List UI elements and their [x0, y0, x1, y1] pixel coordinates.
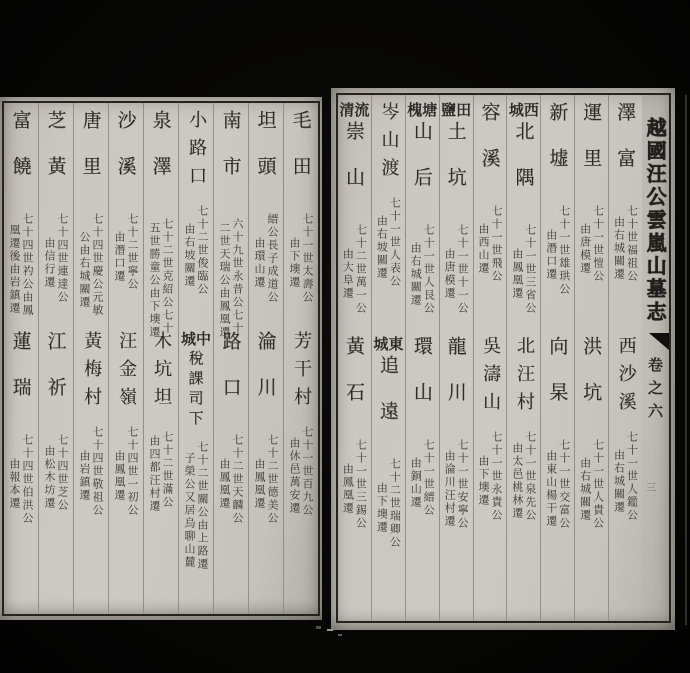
place-entry [74, 331, 108, 517]
text-column [108, 103, 143, 614]
place-entry [39, 331, 73, 512]
generation-ancestor-note: 七十四世芝公 [56, 434, 69, 512]
entry-annotation [406, 224, 439, 315]
origin-note: 由鳳凰遷 [253, 458, 266, 510]
place-entry [144, 110, 178, 339]
origin-note: 由大阜遷 [341, 248, 355, 300]
origin-note: 由唐模遷 [578, 222, 592, 275]
entry-annotation [109, 426, 143, 517]
entry-annotation [372, 458, 405, 549]
origin-note: 凰遷後由岩鎮遷 [8, 224, 21, 315]
entry-annotation [214, 213, 248, 339]
origin-note: 由報本遷 [8, 458, 21, 510]
place-entry [338, 336, 371, 530]
place-entry [109, 331, 143, 517]
generation-ancestor-note: 七十四世慶公元敏 [91, 213, 104, 317]
place-name: 北隅 [512, 121, 535, 213]
entry-annotation [4, 434, 38, 525]
place-entry [507, 102, 540, 315]
generation-ancestor-note: 七十四世伯洪公 [21, 434, 34, 525]
entry-annotation [39, 434, 73, 512]
place-name: 崇山 [342, 121, 365, 213]
generation-ancestor-note: 七十四世連達公 [56, 213, 69, 304]
entry-annotation [39, 213, 73, 304]
place-entry [338, 102, 371, 315]
generation-ancestor-note: 七十二世德美公 [266, 434, 279, 525]
entry-annotation [609, 431, 642, 522]
place-entry [109, 110, 143, 291]
place-name: 運里 [580, 102, 603, 194]
origin-note: 由右城關遷 [612, 216, 626, 281]
generation-ancestor-note: 七十二世克紹公七十 [161, 217, 174, 335]
generation-ancestor-note: 七十二世寧公 [126, 213, 139, 291]
place-name: 路口 [219, 331, 242, 423]
origin-note: 由潛口遷 [544, 229, 558, 281]
place-name: 山后 [410, 121, 433, 213]
text-column [4, 103, 38, 614]
place-name-pair: 城西 [508, 101, 539, 119]
entry-annotation [144, 213, 178, 339]
text-column [178, 103, 213, 614]
place-entry [406, 102, 439, 315]
place-entry [179, 331, 213, 571]
generation-ancestor-note: 七十一世愷公 [591, 205, 605, 283]
left-page-frame [2, 101, 320, 616]
place-name: 泉澤 [149, 110, 172, 202]
place-entry [440, 336, 473, 530]
generation-ancestor-note: 六十九世永昔公七十 [231, 217, 244, 335]
text-column [608, 95, 642, 621]
origin-note: 由休邑萬安遷 [288, 437, 301, 515]
place-entry [284, 110, 318, 304]
origin-note: 由鳳凰遷 [510, 248, 524, 300]
entry-annotation [575, 205, 608, 283]
origin-note: 由唐模遷 [443, 248, 457, 300]
right-page-frame [336, 93, 671, 623]
generation-ancestor-note: 七十二世天麟公 [231, 434, 244, 525]
generation-ancestor-note: 七十一世太壽公 [301, 213, 314, 304]
entry-annotation [507, 431, 540, 522]
text-column [540, 95, 574, 621]
place-name: 土坑 [444, 121, 467, 213]
generation-ancestor-note: 縉公長子成道公 [266, 213, 279, 304]
generation-ancestor-note: 七十四世一初公 [126, 426, 139, 517]
place-entry [609, 336, 642, 522]
place-entry [474, 102, 507, 283]
origin-note: 由東山楊干遷 [544, 450, 558, 528]
entry-annotation [144, 426, 178, 513]
text-column [143, 103, 178, 614]
text-column [473, 95, 507, 621]
origin-note: 由銅山遷 [409, 456, 423, 509]
origin-note: 由下墺遷 [288, 237, 301, 289]
generation-ancestor-note: 七十一世人艮公 [422, 224, 436, 315]
entry-annotation [179, 441, 213, 571]
place-name: 新墟 [546, 102, 569, 194]
place-name: 黃梅村 [81, 331, 102, 415]
entry-annotation [575, 439, 608, 530]
generation-ancestor-note: 七十一世人貴公 [591, 439, 605, 530]
origin-note: 公由右城關遷 [78, 230, 91, 309]
text-column [283, 103, 318, 614]
entry-annotation [74, 426, 108, 517]
origin-note: 由太邑桃林遷 [510, 442, 524, 520]
entry-annotation [179, 205, 213, 296]
generation-ancestor-note: 七十一世三錫公 [354, 439, 368, 530]
generation-ancestor-note: 七十二世關公由上路遷 [196, 441, 209, 571]
place-name: 澤富 [614, 102, 637, 194]
origin-note: 由環山遷 [253, 237, 266, 289]
text-column [338, 95, 371, 621]
generation-ancestor-note: 七十二世瑞卿公 [388, 458, 402, 549]
place-name: 淪川 [254, 331, 277, 423]
entry-annotation [474, 205, 507, 283]
place-name-pair: 清流 [339, 101, 370, 119]
origin-note: 由下墺遷 [476, 455, 490, 507]
place-entry [541, 336, 574, 530]
origin-note: 由右坡關遷 [183, 222, 196, 288]
page-right [331, 88, 675, 630]
place-entry [474, 336, 507, 522]
place-name: 富饒 [9, 110, 32, 202]
entry-annotation [541, 439, 574, 530]
origin-note: 由信行遷 [43, 237, 56, 289]
origin-note: 五世勝童公由下墺遷 [148, 222, 161, 339]
place-entry [284, 331, 318, 517]
volume-label: 卷之六 [646, 357, 664, 426]
place-entry [144, 331, 178, 513]
place-entry [74, 110, 108, 317]
place-name: 容溪 [478, 102, 501, 194]
place-name: 小路口 [186, 110, 207, 194]
text-column [574, 95, 608, 621]
entry-annotation [109, 213, 143, 291]
generation-ancestor-note: 七十一世安寧公 [456, 439, 470, 530]
text-column [73, 103, 108, 614]
place-entry [4, 331, 38, 525]
folio-number: 三 [646, 483, 656, 494]
entry-annotation [609, 205, 642, 283]
entry-annotation [4, 213, 38, 317]
place-name-pair: 槐塘 [407, 101, 438, 119]
place-name-pair: 城中 [180, 330, 211, 348]
place-name-pair: 城東 [373, 335, 404, 353]
place-name: 西沙溪 [615, 336, 637, 420]
entry-annotation [474, 431, 507, 522]
generation-ancestor-note: 七十四世礿公由鳳 [21, 213, 34, 317]
origin-note: 由右城關遷 [409, 241, 423, 307]
entry-annotation [507, 224, 540, 315]
origin-note: 二世天瑞公由鳳凰遷 [218, 222, 231, 339]
origin-note: 子榮公又居烏聊山麓 [183, 452, 196, 569]
origin-note: 由淪川汪村遷 [443, 450, 457, 528]
origin-note: 由鳳凰遷 [341, 463, 355, 515]
generation-ancestor-note: 七十一世泉先公 [523, 431, 537, 522]
gutter-speck [316, 626, 321, 629]
place-entry [507, 336, 540, 522]
entry-annotation [440, 439, 473, 530]
place-name: 吳濤山 [479, 336, 501, 420]
place-entry [372, 336, 405, 549]
entry-annotation [541, 205, 574, 296]
place-entry [179, 110, 213, 296]
place-name: 木坑坦 [151, 331, 172, 415]
place-name: 芝黃 [44, 110, 67, 202]
place-entry [440, 102, 473, 315]
generation-ancestor-note: 七十一世百九公 [301, 426, 314, 517]
origin-note: 由西山遷 [476, 222, 490, 275]
place-name: 南市 [219, 110, 242, 202]
place-name: 龍川 [444, 336, 467, 428]
generation-ancestor-note: 七十一世人鑑公 [625, 431, 639, 522]
text-column [213, 103, 248, 614]
ink-triangle-mark [649, 333, 669, 350]
text-column [248, 103, 283, 614]
page-edge-highlight [685, 95, 687, 625]
place-entry [214, 110, 248, 339]
place-name: 坦頭 [254, 110, 277, 202]
origin-note: 由松木坊遷 [43, 445, 56, 510]
place-name: 向杲 [546, 336, 569, 428]
generation-ancestor-note: 七十世福祖公 [625, 205, 639, 283]
place-name: 毛田 [289, 110, 312, 202]
generation-ancestor-note: 七十二世滿公 [161, 430, 174, 509]
entry-annotation [372, 197, 405, 288]
origin-note: 由鳳凰遷 [218, 458, 231, 510]
entry-annotation [338, 224, 371, 315]
entry-annotation [214, 434, 248, 525]
place-name: 芳干村 [291, 331, 312, 415]
generation-ancestor-note: 七十二世萬一公 [354, 224, 368, 315]
origin-note: 由右城關遷 [578, 456, 592, 522]
origin-note: 由潛口遷 [113, 230, 126, 283]
place-entry [575, 336, 608, 530]
entry-annotation [440, 224, 473, 315]
place-name: 追遠 [376, 355, 399, 447]
text-column [371, 95, 405, 621]
generation-ancestor-note: 七十一世人表公 [388, 197, 402, 288]
place-entry [372, 102, 405, 288]
origin-note: 由鳳凰遷 [113, 450, 126, 502]
origin-note: 由右坡關遷 [375, 214, 389, 280]
title-column [642, 95, 669, 621]
book-title: 越國汪公雲嵐山墓志 [643, 117, 667, 324]
generation-ancestor-note: 七十一世飛公 [489, 205, 503, 283]
generation-ancestor-note: 七十一世雄珙公 [557, 205, 571, 296]
place-name: 汪金嶺 [116, 331, 137, 415]
text-column [506, 95, 540, 621]
place-name: 黃石 [342, 336, 365, 428]
place-name: 環山 [410, 336, 433, 428]
place-entry [609, 102, 642, 283]
entry-annotation [284, 426, 318, 517]
place-entry [541, 102, 574, 296]
place-entry [4, 110, 38, 317]
generation-ancestor-note: 七十一世三省公 [523, 224, 537, 315]
text-column [405, 95, 439, 621]
place-name: 江祈 [44, 331, 67, 423]
generation-ancestor-note: 七十四世敬祖公 [91, 426, 104, 517]
text-column [38, 103, 73, 614]
entry-annotation [74, 213, 108, 317]
place-name: 沙溪 [114, 110, 137, 202]
entry-annotation [284, 213, 318, 304]
entry-annotation [249, 434, 283, 525]
place-name: 唐里 [79, 110, 102, 202]
origin-note: 由右城關遷 [612, 448, 626, 514]
place-name: 蓮瑞 [9, 331, 32, 423]
generation-ancestor-note: 七十一世交富公 [557, 439, 571, 530]
gutter-speck [338, 634, 342, 636]
generation-ancestor-note: 七十一世十一公 [456, 224, 470, 315]
place-name: 北汪村 [513, 336, 535, 420]
origin-note: 由岩鎮遷 [78, 450, 91, 502]
origin-note: 由四都汪村遷 [148, 435, 161, 513]
entry-annotation [249, 213, 283, 304]
place-entry [214, 331, 248, 525]
place-entry [406, 336, 439, 517]
gutter-speck [327, 629, 333, 631]
place-entry [39, 110, 73, 304]
place-name: 稅課司下 [186, 350, 205, 430]
generation-ancestor-note: 七十一世縉公 [422, 439, 436, 517]
entry-annotation [338, 439, 371, 530]
origin-note: 由下墺遷 [375, 482, 389, 534]
place-entry [249, 110, 283, 304]
place-name: 岑山渡 [378, 102, 400, 186]
place-name: 洪坑 [580, 336, 603, 428]
place-name-pair: 鹽田 [441, 101, 472, 119]
entry-annotation [406, 439, 439, 517]
generation-ancestor-note: 七十二世俊臨公 [196, 205, 209, 296]
text-column [439, 95, 473, 621]
place-entry [249, 331, 283, 525]
generation-ancestor-note: 七十一世永貴公 [489, 431, 503, 522]
place-entry [575, 102, 608, 283]
page-left [0, 97, 322, 620]
